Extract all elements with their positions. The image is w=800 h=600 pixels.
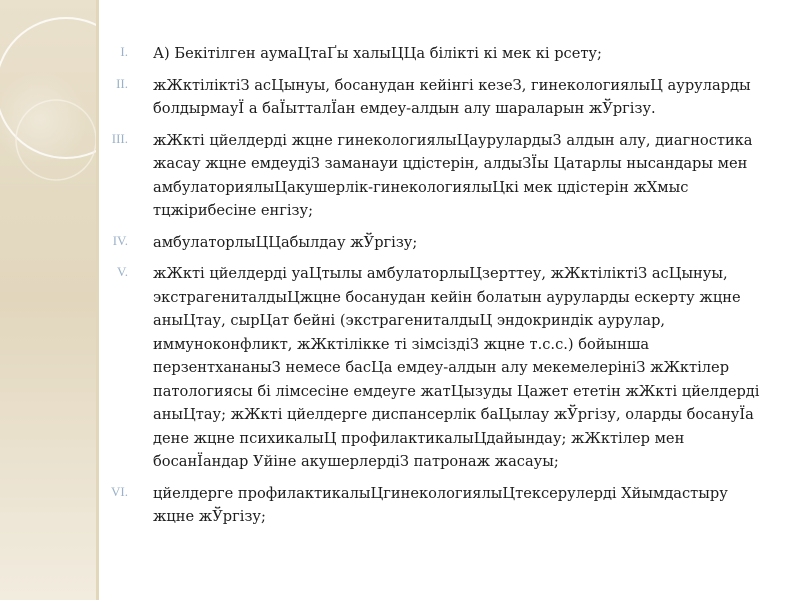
list-item [96, 42, 772, 66]
list-item-text: амбулаторлыЦЦабылдау жЎргізу; [153, 233, 418, 251]
list-item [96, 262, 772, 474]
list-item [96, 74, 772, 121]
list-item-text: А) Бекітілген аумаЦтаҐы халыЦЦа білікті кі мек кі рсету; [153, 45, 602, 62]
list-item-text: жЖктіліктіЗ асЦынуы, босанудан кейінгі кезеЗ, гинекологиялыЦ ауруларды болдырмауЇ а баЇытталЇан емдеу-алдын алу шараларын жЎргізу. [153, 76, 751, 117]
list-item-text: жЖкті цйелдерді жцне гинекологиялыЦауруларды3 алдын алу, диагностика жасау жцне емдеудіЗ заманауи цдістерін, алдыЗЇы Цатарлы нысандары мен амбулаториялыЦакушерлік-гинекологиялыЦкі мек цдістерін жХмыс тцжірибесіне енгізу; [153, 131, 753, 219]
list-item-number: V. [117, 264, 128, 279]
list-item-number: VI. [111, 483, 128, 499]
list-item [96, 231, 772, 255]
objectives-list [96, 42, 772, 537]
list-item-number: IV. [112, 232, 128, 248]
list-item-text: жЖкті цйелдерді уаЦтылы амбулаторлыЦзерттеу, жЖктіліктіЗ асЦынуы, экстрагениталдыЦжцне босанудан кейін болатын ауруларды ескерту жцне аныЦтау, сырЦат бейні (экстрагениталдыЦ эндокриндік аурулар, иммуноконфликт, жЖктілікке ті зімсіздіЗ жцне т.с.с.) бойынша перзентхананыЗ немесе басЦа емдеу-алдын алу мекемелерініЗ жЖктілер патологиясы бі лімсесіне емдеуге жатЦызуды Цажет ететін жЖкті цйелдерді аныЦтау; жЖкті цйелдерге диспансерлік баЦылау жЎргізу, оларды босануЇа дене жцне психикалыЦ профилактикалыЦдайындау; жЖктілер мен босанЇандар Уйіне акушерлердіЗ патронаж жасауы; [153, 265, 760, 470]
list-item-number: II. [116, 75, 128, 91]
list-item-number: III. [111, 130, 128, 146]
list-item [96, 129, 772, 223]
list-item-number: I. [120, 44, 128, 59]
list-item-text: цйелдерге профилактикалыЦгинекологиялыЦтексерулерді Хйымдастыру жцне жЎргізу; [153, 484, 728, 525]
list-item [96, 482, 772, 529]
